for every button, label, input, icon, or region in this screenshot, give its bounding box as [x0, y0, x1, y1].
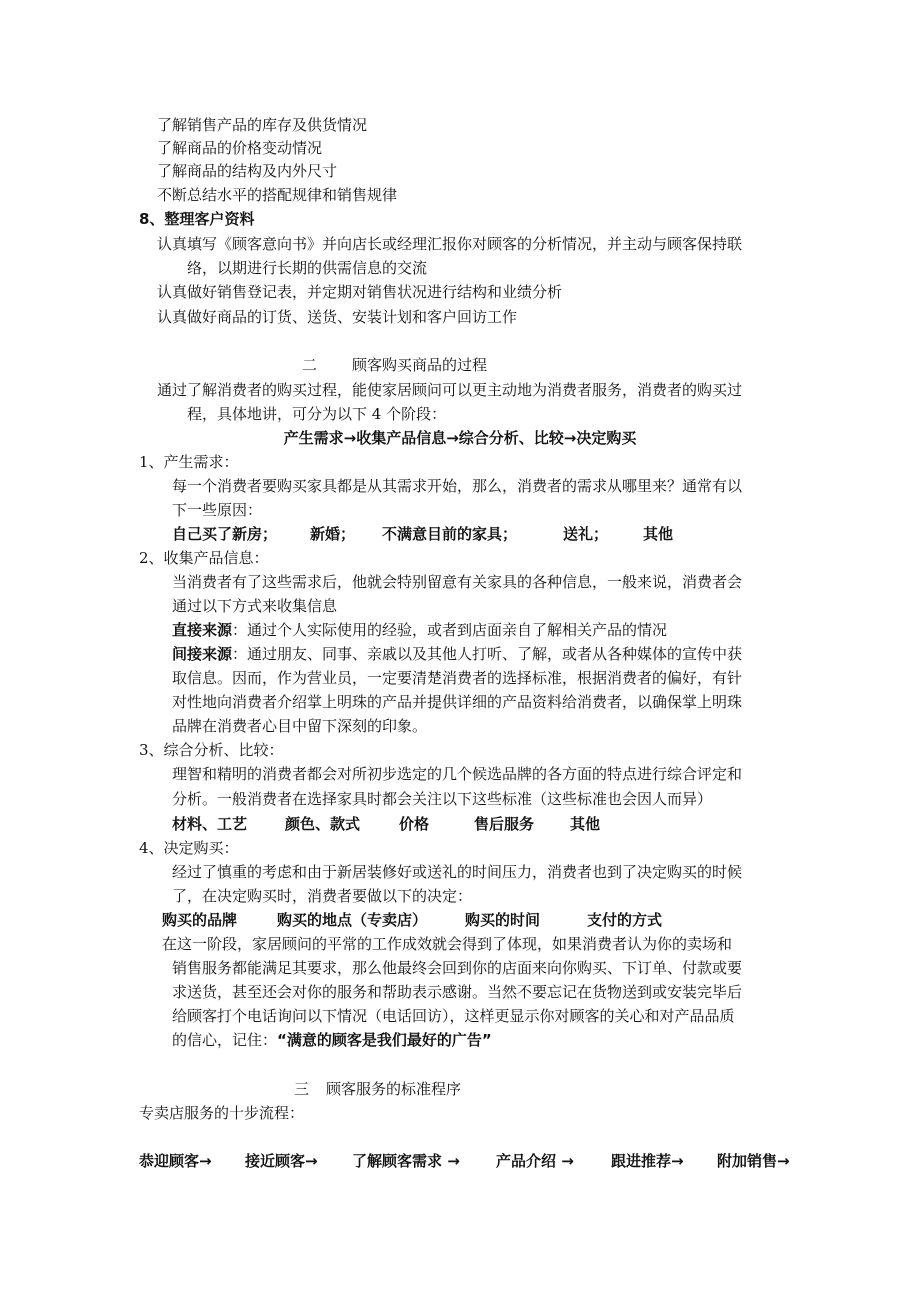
paragraph-line: 对性地向消费者介绍掌上明珠的产品并提供详细的产品资料给消费者，以确保掌上明珠 — [172, 693, 743, 711]
indirect-source-label: 间接来源 — [172, 645, 233, 663]
stage-heading: 3、综合分析、比较： — [139, 741, 284, 759]
paragraph-line: 下一些原因： — [172, 501, 263, 519]
criteria-item: 其他 — [570, 815, 601, 833]
decision-item: 购买的地点（专卖店） — [277, 911, 428, 929]
criteria-item: 材料、工艺 — [172, 815, 248, 833]
criteria-item: 颜色、款式 — [285, 815, 361, 833]
paragraph-line: 络，以期进行长期的供需信息的交流 — [187, 259, 428, 277]
criteria-item: 售后服务 — [474, 815, 535, 833]
paragraph-line: 每一个消费者要购买家具都是从其需求开始，那么，消费者的需求从哪里来？通常有以 — [172, 477, 743, 495]
service-step: 了解顾客需求 → — [352, 1152, 460, 1170]
paragraph-line: 通过了解消费者的购买过程，能使家居顾问可以更主动地为消费者服务，消费者的购买过 — [157, 381, 743, 399]
indirect-source-text: ：通过朋友、同事、亲戚以及其他人打听、了解，或者从各种媒体的宣传中获 — [232, 645, 743, 663]
paragraph-line: 程，具体地讲，可分为以下 4 个阶段： — [187, 405, 447, 423]
paragraph-line: 给顾客打个电话询问以下情况（电话回访），这样更显示你对顾客的关心和对产品品质 — [172, 1007, 735, 1025]
paragraph-line: 理智和精明的消费者都会对所初步选定的几个候选品牌的各方面的特点进行综合评定和 — [172, 765, 743, 783]
paragraph-line: 在这一阶段，家居顾问的平常的工作成效就会得到了体现，如果消费者认为你的卖场和 — [162, 935, 733, 953]
paragraph-line: 了，在决定购买时，消费者要做以下的决定： — [172, 887, 473, 905]
decision-item: 购买的品牌 — [162, 911, 238, 929]
closing-line — [172, 1030, 492, 1050]
section-title: 顾客服务的标准程序 — [326, 1080, 462, 1098]
service-step: 附加销售→ — [717, 1152, 790, 1170]
paragraph-line: 认真填写《顾客意向书》并向店长或经理汇报你对顾客的分析情况，并主动与顾客保持联 — [157, 235, 743, 253]
list-item: 了解商品的结构及内外尺寸 — [157, 162, 338, 180]
reason-item: 自己买了新房； — [172, 525, 278, 543]
decision-item: 支付的方式 — [587, 911, 663, 929]
indirect-source-line — [172, 644, 742, 664]
stage-heading: 4、决定购买： — [139, 839, 239, 857]
closing-text: 的信心，记住： — [172, 1031, 278, 1049]
subheading: 专卖店服务的十步流程： — [139, 1104, 305, 1122]
paragraph-line: 认真做好商品的订货、送货、安装计划和客户回访工作 — [157, 308, 518, 326]
paragraph-line: 当消费者有了这些需求后，他就会特别留意有关家具的各种信息，一般来说，消费者会 — [172, 573, 743, 591]
service-step: 接近顾客→ — [245, 1152, 318, 1170]
paragraph-line: 分析。一般消费者在选择家具时都会关注以下这些标准（这些标准也会因人而异） — [172, 790, 713, 808]
stage-heading: 1、产生需求： — [139, 453, 239, 471]
reason-item: 其他 — [643, 525, 674, 543]
section-title: 顾客购买商品的过程 — [352, 356, 488, 374]
reason-item: 送礼； — [563, 525, 609, 543]
paragraph-line: 品牌在消费者心目中留下深刻的印象。 — [172, 717, 428, 735]
paragraph-line: 求送货，甚至还会对你的服务和帮助表示感谢。当然不要忘记在货物送到或安装完毕后 — [172, 983, 743, 1001]
list-item: 不断总结水平的搭配规律和销售规律 — [157, 186, 398, 204]
service-step: 产品介绍 → — [496, 1152, 574, 1170]
paragraph-line: 销售服务都能满足其要求，那么他最终会回到你的店面来向你购买、下订单、付款或要 — [172, 959, 743, 977]
direct-source-label: 直接来源 — [172, 621, 233, 639]
service-step: 跟进推荐→ — [611, 1152, 684, 1170]
section-number: 三 — [294, 1080, 310, 1098]
decision-item: 购买的时间 — [465, 911, 541, 929]
stage-heading: 2、收集产品信息： — [139, 549, 269, 567]
list-item: 了解销售产品的库存及供货情况 — [157, 116, 368, 134]
service-step: 恭迎顾客→ — [139, 1152, 212, 1170]
paragraph-line: 经过了慎重的考虑和由于新居装修好或送礼的时间压力，消费者也到了决定购买的时候 — [172, 863, 743, 881]
section-number: 二 — [302, 356, 318, 374]
motto: “满意的顾客是我们最好的广告” — [277, 1031, 492, 1049]
list-item: 了解商品的价格变动情况 — [157, 139, 323, 157]
process-flow: 产生需求→收集产品信息→综合分析、比较→决定购买 — [283, 429, 637, 447]
reason-item: 不满意目前的家具； — [382, 525, 518, 543]
direct-source-line — [172, 620, 667, 640]
paragraph-line: 通过以下方式来收集信息 — [172, 597, 338, 615]
section-8-heading: 8、整理客户资料 — [139, 210, 255, 228]
direct-source-text: ：通过个人实际使用的经验，或者到店面亲自了解相关产品的情况 — [232, 621, 668, 639]
paragraph-line: 认真做好销售登记表，并定期对销售状况进行结构和业绩分析 — [157, 283, 563, 301]
criteria-item: 价格 — [399, 815, 430, 833]
reason-item: 新婚； — [310, 525, 356, 543]
paragraph-line: 取信息。因而，作为营业员，一定要清楚消费者的选择标准，根据消费者的偏好，有针 — [172, 669, 743, 687]
